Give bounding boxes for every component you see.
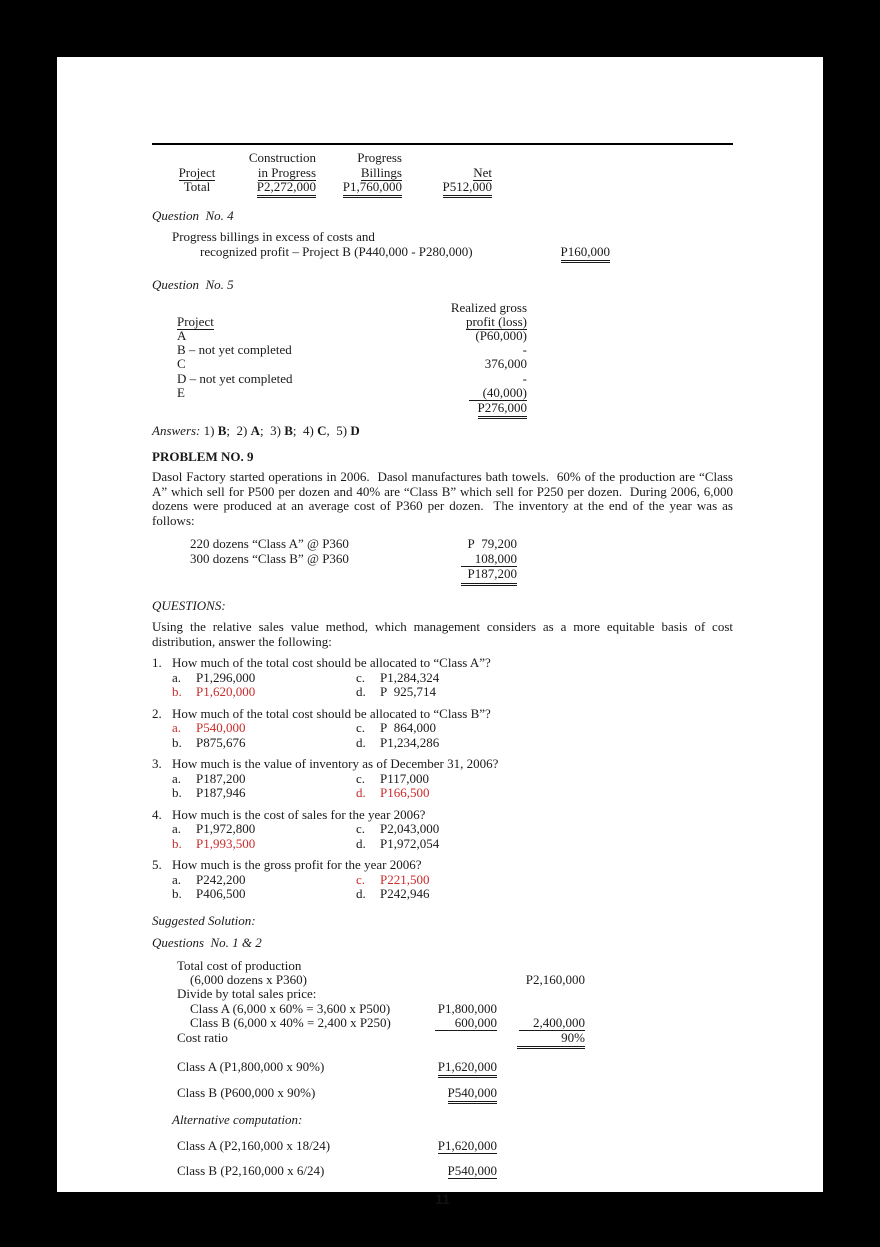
option-letter: d. [356, 835, 366, 851]
table-value [402, 180, 492, 195]
document-page [57, 57, 823, 1207]
option-letter: a. [172, 669, 182, 685]
answer-number: 2) [236, 423, 251, 439]
answer-letter: D [350, 423, 360, 439]
table-total [432, 1060, 497, 1075]
answers-line [152, 424, 733, 439]
options [172, 671, 733, 700]
option-letter-correct: d. [356, 785, 366, 801]
amount [327, 386, 527, 401]
table-header: Construction [248, 150, 316, 165]
question-number: 3. [152, 756, 162, 772]
amount [432, 1164, 497, 1179]
amount-total-underlined: P540,000 [448, 1085, 497, 1104]
table-cell [177, 301, 327, 315]
question-text: How much is the gross profit for the year 2006? [172, 857, 422, 873]
amount-underlined: 108,000 [461, 552, 517, 568]
solution-label: Cost ratio [177, 1030, 228, 1046]
table-header-text: Net [473, 164, 492, 180]
solution-sub-heading: Questions No. 1 & 2 [152, 935, 262, 951]
table-total [327, 401, 527, 415]
table-header [242, 166, 316, 181]
option-letter: b. [172, 886, 182, 902]
solution-label: Class B (P2,160,000 x 6/24) [177, 1163, 325, 1179]
class-b-allocation-row [177, 1086, 733, 1101]
amount-underlined: 2,400,000 [519, 1016, 585, 1031]
question-4-heading: Question No. 4 [152, 207, 234, 223]
table-cell [432, 987, 497, 1001]
amount [497, 1016, 585, 1031]
table-header-text: in Progress [257, 164, 316, 180]
question-text: How much is the value of inventory as of December 31, 2006? [172, 756, 499, 772]
question-item-3 [152, 757, 733, 801]
solution-label: Class A (P2,160,000 x 18/24) [177, 1137, 331, 1153]
option-value-correct: P1,620,000 [196, 684, 256, 700]
cip-summary-table [152, 151, 733, 195]
table-header [177, 315, 327, 329]
answer-number: 5) [336, 423, 351, 439]
questions-intro: Using the relative sales value method, which management considers as a more equitable basis of cost distribution, answer the following: [152, 619, 733, 649]
table-header: Realized gross [450, 299, 527, 315]
table-cell [152, 151, 242, 166]
option-value: P117,000 [380, 770, 429, 786]
question-5-table [177, 301, 733, 416]
question-4-line2: recognized profit – Project B (P440,000 - P280,000) [200, 243, 473, 259]
answer-item [270, 423, 303, 438]
amount [432, 1016, 497, 1031]
option-letter: a. [172, 821, 182, 837]
option-letter: d. [356, 734, 366, 750]
option-letter-correct: a. [172, 720, 182, 736]
amount: (P60,000) [475, 327, 527, 343]
table-cell [432, 959, 497, 973]
option-letter-correct: c. [356, 871, 366, 887]
amount-total-underlined: 90% [517, 1031, 585, 1049]
option-letter: a. [172, 871, 182, 887]
table-header-text: Project [177, 313, 214, 329]
options [172, 721, 733, 750]
table-total [497, 1031, 585, 1049]
inventory-label: 220 dozens “Class A” @ P360 [190, 536, 349, 552]
question-item-5 [152, 858, 733, 902]
problem-9-paragraph: Dasol Factory started operations in 2006. Dasol manufactures bath towels. 60% of the production are “Class A” which sell for P500 per dozen and 40% are “Class B” which sell for P250 per dozen. During 2006, 6,000 dozens were produced at an average cost of P360 per dozen. The inventory at the end of the year was as follows: [152, 469, 733, 528]
solution-label: (6,000 dozens x P360) [190, 971, 307, 987]
option-value: P875,676 [196, 734, 246, 750]
answer-item [237, 423, 271, 438]
amount-total-underlined: P1,620,000 [438, 1059, 497, 1078]
table-total [450, 567, 517, 586]
answer-number: 4) [303, 423, 318, 439]
horizontal-rule [152, 143, 733, 145]
option-value-correct: P221,500 [380, 871, 430, 887]
option-value: P 925,714 [380, 684, 436, 700]
alt-class-a-row [177, 1139, 733, 1154]
option-value: P187,200 [196, 770, 246, 786]
amount-total-underlined: P276,000 [478, 400, 527, 419]
options [172, 772, 733, 801]
amount-underlined: (40,000) [469, 386, 527, 401]
question-4-line1: Progress billings in excess of costs and [172, 229, 375, 244]
answer-separator: ; [226, 423, 237, 439]
question-text: How much of the total cost should be allocated to “Class B”? [172, 705, 491, 721]
answer-separator: , [326, 423, 337, 439]
table-header-text: profit (loss) [465, 313, 527, 329]
answer-item [204, 423, 237, 438]
problem-9-title: PROBLEM NO. 9 [152, 448, 254, 464]
answer-letter: C [317, 423, 327, 439]
answer-letter: B [217, 423, 227, 439]
option-value-correct: P1,993,500 [196, 835, 256, 851]
table-header [327, 315, 527, 329]
solution-label: Class A (P1,800,000 x 90%) [177, 1059, 325, 1075]
answers-prefix: Answers: [152, 423, 201, 439]
alt-class-b-row [177, 1164, 733, 1179]
question-4-amount: P160,000 [561, 245, 610, 264]
inventory-table [190, 537, 733, 586]
project-label: E [177, 384, 185, 400]
amount: P 79,200 [467, 536, 517, 552]
question-item-2 [152, 707, 733, 751]
question-number: 5. [152, 857, 162, 873]
questions-heading: QUESTIONS: [152, 597, 226, 613]
answer-letter: A [250, 423, 261, 439]
option-value: P1,296,000 [196, 669, 256, 685]
table-header [152, 166, 242, 181]
class-a-allocation-row [177, 1060, 733, 1075]
table-header-text: Billings [360, 164, 402, 180]
option-value: P1,284,324 [380, 669, 440, 685]
page-number: 11 [435, 1190, 450, 1207]
option-letter: c. [356, 770, 366, 786]
solution-label: Total cost of production [177, 957, 302, 973]
table-row-label: Total [183, 179, 211, 194]
option-letter: c. [356, 669, 366, 685]
question-number: 2. [152, 705, 162, 721]
table-cell [190, 567, 450, 586]
option-value: P1,234,286 [380, 734, 440, 750]
amount: P2,160,000 [525, 971, 585, 987]
option-letter: d. [356, 886, 366, 902]
solution-label: Class B (6,000 x 40% = 2,400 x P250) [190, 1014, 391, 1030]
option-letter: b. [172, 734, 182, 750]
table-cell [432, 973, 497, 987]
inventory-label: 300 dozens “Class B” @ P360 [190, 550, 349, 566]
suggested-solution-heading: Suggested Solution: [152, 912, 256, 928]
amount [450, 552, 517, 568]
amount-total-underlined: P187,200 [461, 567, 517, 586]
option-value: P 864,000 [380, 720, 436, 736]
amount: - [522, 370, 527, 386]
amount: P1,800,000 [437, 1000, 497, 1016]
table-cell [402, 151, 492, 166]
table-header [316, 166, 402, 181]
amount: 376,000 [484, 356, 527, 372]
amount [432, 1139, 497, 1154]
option-value: P1,972,054 [380, 835, 440, 851]
table-cell [497, 987, 585, 1001]
table-value [242, 180, 316, 195]
table-value [316, 180, 402, 195]
question-number: 1. [152, 655, 162, 671]
project-label: B – not yet completed [177, 342, 292, 358]
answer-item [303, 423, 336, 438]
table-header [402, 166, 492, 181]
option-value: P187,946 [196, 785, 246, 801]
option-letter: a. [172, 770, 182, 786]
page-content [152, 57, 733, 1206]
answer-number: 3) [270, 423, 285, 439]
amount: - [522, 342, 527, 358]
option-value: P2,043,000 [380, 821, 440, 837]
option-letter: c. [356, 720, 366, 736]
project-label: D – not yet completed [177, 370, 293, 386]
table-cell [177, 401, 327, 415]
option-value-correct: P540,000 [196, 720, 246, 736]
amount-total-underlined: P512,000 [443, 179, 492, 198]
solution-label: Class B (P600,000 x 90%) [177, 1084, 316, 1100]
project-label: C [177, 356, 186, 372]
table-cell [497, 1002, 585, 1016]
question-4-computation [200, 245, 610, 264]
option-letter-correct: b. [172, 835, 182, 851]
solution-computation-table [177, 959, 733, 1050]
amount-total-underlined: P1,760,000 [343, 179, 402, 198]
answer-number: 1) [203, 423, 218, 439]
option-letter: d. [356, 684, 366, 700]
project-label: A [177, 327, 187, 343]
option-value: P242,200 [196, 871, 246, 887]
solution-label: Class A (6,000 x 60% = 3,600 x P500) [190, 1000, 391, 1016]
option-letter-correct: b. [172, 684, 182, 700]
option-letter: c. [356, 821, 366, 837]
table-cell [497, 959, 585, 973]
answer-item [336, 423, 359, 438]
table-cell [432, 1031, 497, 1049]
question-item-4 [152, 808, 733, 852]
amount-underlined: P1,620,000 [437, 1137, 497, 1153]
table-header-text: Project [178, 164, 216, 180]
table-total [432, 1086, 497, 1101]
options [172, 822, 733, 851]
table-header: Progress [357, 150, 402, 165]
question-text: How much is the cost of sales for the year 2006? [172, 806, 426, 822]
alternative-computation-heading: Alternative computation: [172, 1112, 303, 1128]
option-value: P242,946 [380, 886, 430, 902]
option-value: P406,500 [196, 886, 246, 902]
question-number: 4. [152, 806, 162, 822]
amount-underlined: P540,000 [447, 1163, 497, 1179]
amount-underlined: 600,000 [435, 1016, 497, 1031]
solution-label: Divide by total sales price: [177, 986, 317, 1002]
option-value: P1,972,800 [196, 821, 256, 837]
answer-letter: B [284, 423, 293, 439]
amount-total-underlined: P2,272,000 [257, 179, 316, 198]
answer-separator: ; [260, 423, 271, 439]
question-text: How much of the total cost should be allocated to “Class A”? [172, 655, 491, 671]
answer-separator: ; [292, 423, 304, 439]
option-letter: b. [172, 785, 182, 801]
option-value-correct: P166,500 [380, 785, 430, 801]
options [172, 873, 733, 902]
question-5-heading: Question No. 5 [152, 277, 234, 292]
question-item-1 [152, 656, 733, 700]
